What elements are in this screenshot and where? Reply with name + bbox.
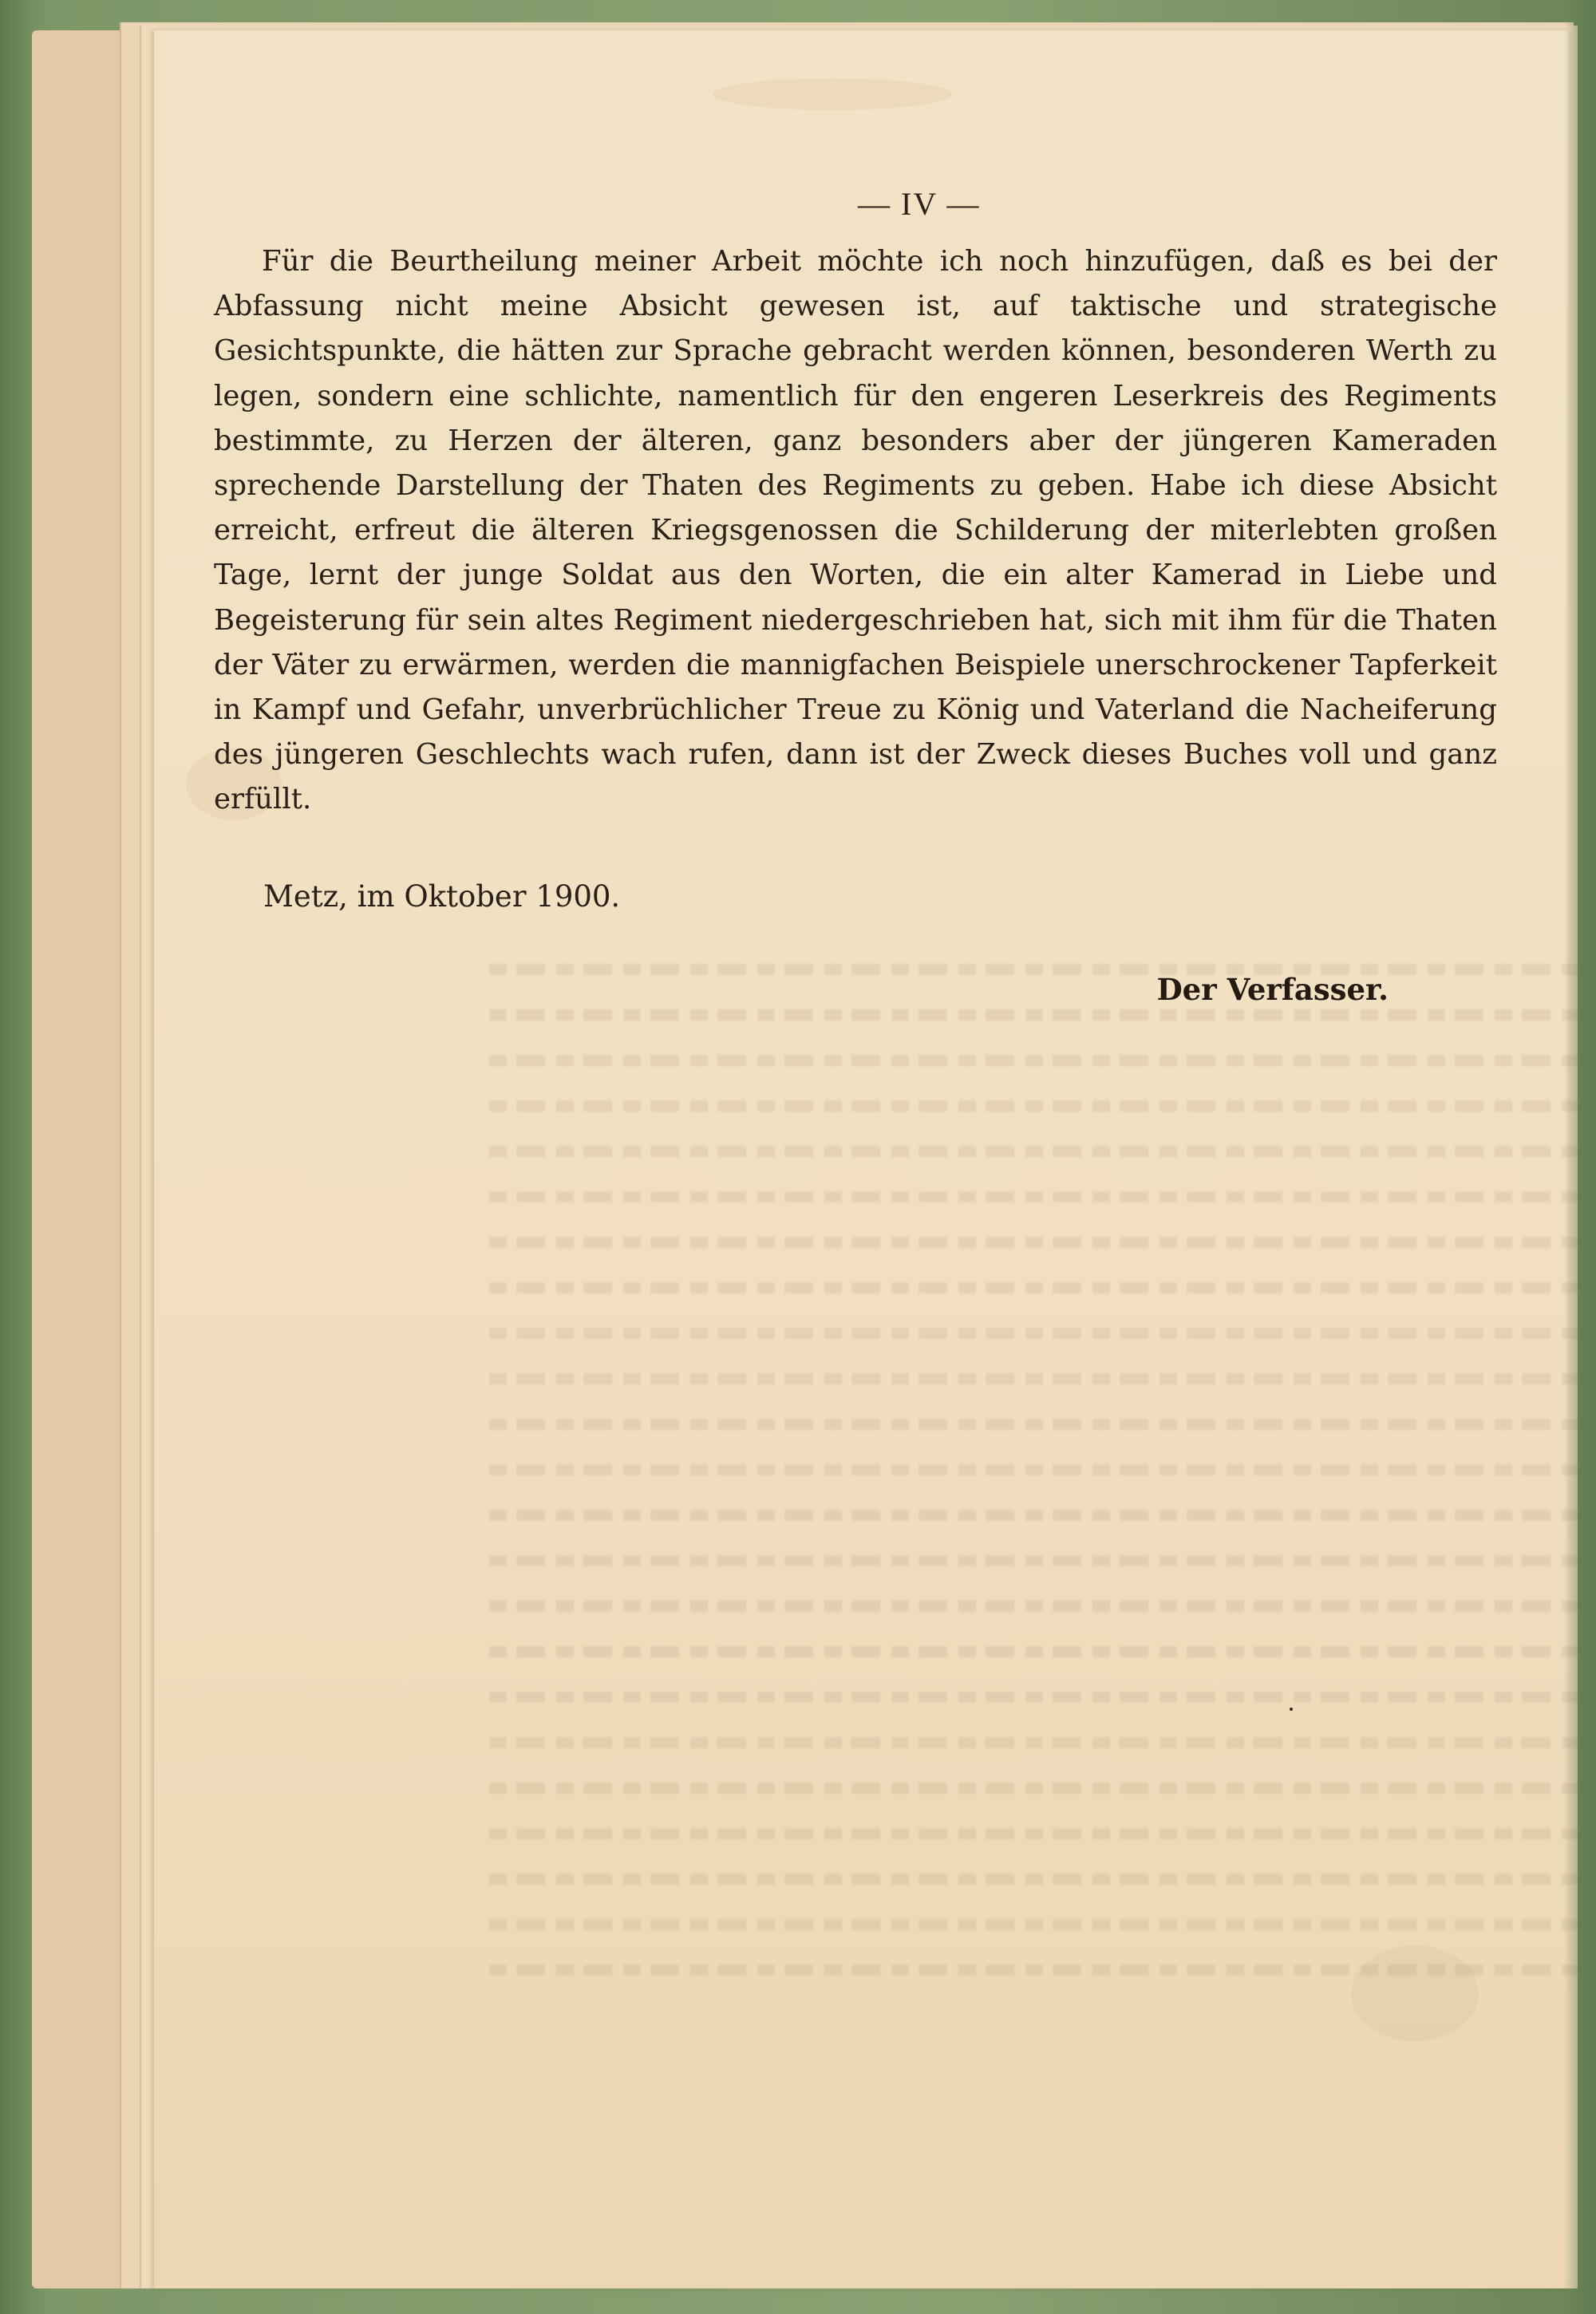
paper-stain [713, 78, 952, 110]
page-number: — IV — [858, 186, 981, 222]
author-signature: Der Verfasser. [1156, 972, 1389, 1007]
preface-paragraph: Für die Beurtheilung meiner Arbeit möchte ich noch hinzufügen, daß es bei der Abfassung nicht meine Absicht gewesen ist, auf taktische und strategische Gesichtspunkte, die hätten zur Sprache gebracht werden können, besonderen Werth zu legen, sondern eine schlichte, namentlich für den engeren Leserkreis des Regiments bestimmte, zu Herzen der älteren, ganz besonders aber der jüngeren Kameraden sprechende Darstellung der Thaten des Regiments zu geben. Habe ich diese Absicht erreicht, erfreut die älteren Kriegsgenossen die Schilderung der miterlebten großen Tage, lernt der junge Soldat aus den Worten, die ein alter Kamerad in Liebe und Begeisterung für sein altes Regiment niedergeschrieben hat, sich mit ihm für die Thaten der Väter zu erwärmen, werden die mannigfachen Beispiele unerschrockener Tapferkeit in Kampf und Gefahr, unverbrüchlicher Treue zu König und Vaterland die Nacheiferung des jüngeren Geschlechts wach rufen, dann ist der Zweck dieses Buches voll und ganz erfüllt. [214, 245, 1497, 816]
bleed-through-text [489, 964, 1590, 2025]
place-and-date: Metz, im Oktober 1900. [263, 879, 621, 914]
cover-edge-right [1564, 0, 1596, 2314]
ink-speck [1290, 1708, 1293, 1711]
